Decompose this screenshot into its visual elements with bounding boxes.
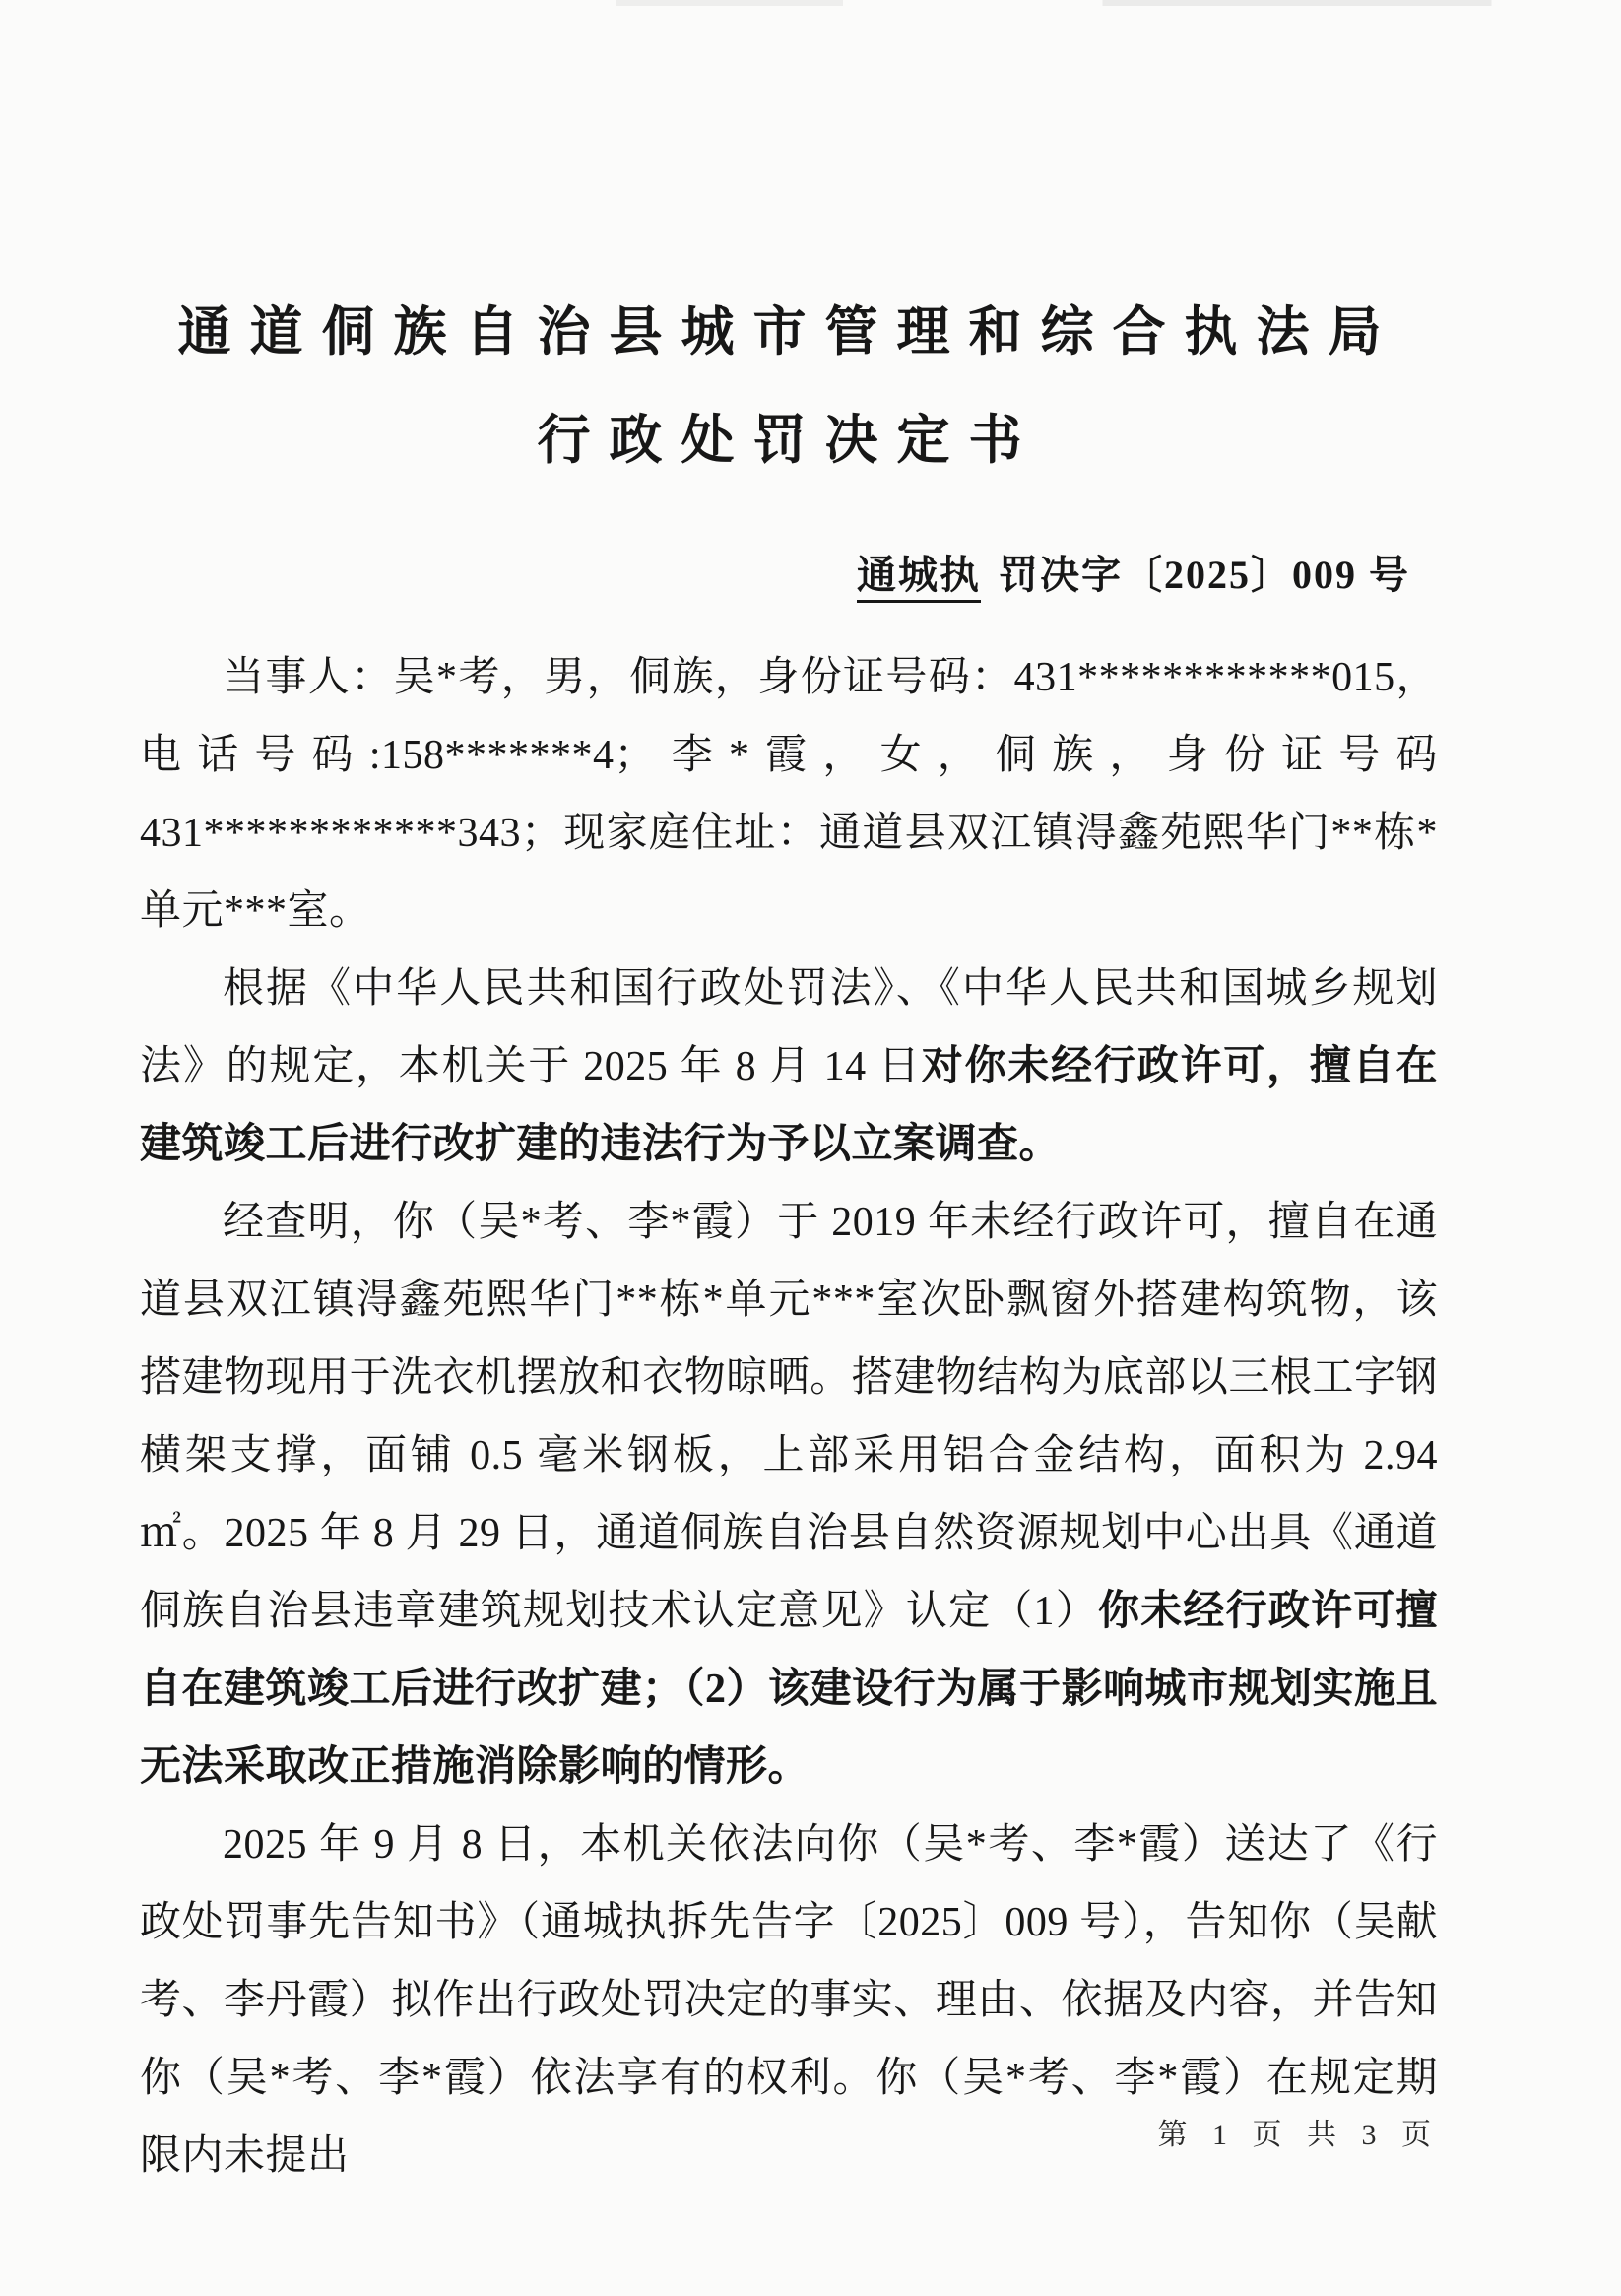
- text-run: 当事人：吴*考，男，侗族，身份证号码：431************015，电话号码:158*******4；李*霞，女，侗族，身份证号码 431************343；现家庭住址：通道县双江镇淂鑫苑熙华门**栋*单元***室。: [140, 655, 1438, 934]
- paragraph: [140, 1184, 1438, 1806]
- text-run: 根据《中华人民共和国行政处罚法》、《中华人民共和国城乡规划法》的规定，本机关于 2025 年 8 月 14 日: [140, 966, 1438, 1089]
- document-number: [140, 544, 1438, 600]
- page-footer: 第 1 页 共 3 页: [1157, 2119, 1440, 2151]
- paragraph: [140, 639, 1438, 951]
- bold-text-run: 对你未经行政许可，擅自在建筑竣工后进行改扩建的违法行为予以立案调查。: [140, 1044, 1438, 1167]
- document-number-rest: 罚决字〔2025〕009 号: [999, 553, 1410, 597]
- document-title-line2: 行政处罚决定书: [537, 411, 1041, 470]
- bold-text-run: 你未经行政许可擅自在建筑竣工后进行改扩建；（2）该建设行为属于影响城市规划实施且无法采取改正措施消除影响的情形。: [140, 1589, 1439, 1790]
- document-number-issuer: 通城执: [857, 553, 981, 603]
- document-body: [140, 639, 1438, 2196]
- paragraph: [140, 951, 1438, 1184]
- scan-artifact: [0, 0, 1621, 6]
- document-title-line1: 通道侗族自治县城市管理和综合执法局: [177, 302, 1400, 361]
- text-run: 2025 年 9 月 8 日，本机关依法向你（吴*考、李*霞）送达了《行政处罚事先告知书》（通城执拆先告字〔2025〕009 号），告知你（吴献考、李丹霞）拟作出行政处罚决定的事实、理由、依据及内容，并告知你（吴*考、李*霞）依法享有的权利。你（吴*考、李*霞）在规定期限内未提出: [140, 1822, 1438, 2179]
- text-run: 经查明，你（吴*考、李*霞）于 2019 年未经行政许可，擅自在通道县双江镇淂鑫苑熙华门**栋*单元***室次卧飘窗外搭建构筑物，该搭建物现用于洗衣机摆放和衣物晾晒。搭建物结构为底部以三根工字钢横架支撑，面铺 0.5 毫米钢板，上部采用铝合金结构，面积为 2.94 ㎡。2025 年 8 月 29 日，通道侗族自治县自然资源规划中心出具《通道侗族自治县违章建筑规划技术认定意见》认定（1）: [140, 1200, 1438, 1634]
